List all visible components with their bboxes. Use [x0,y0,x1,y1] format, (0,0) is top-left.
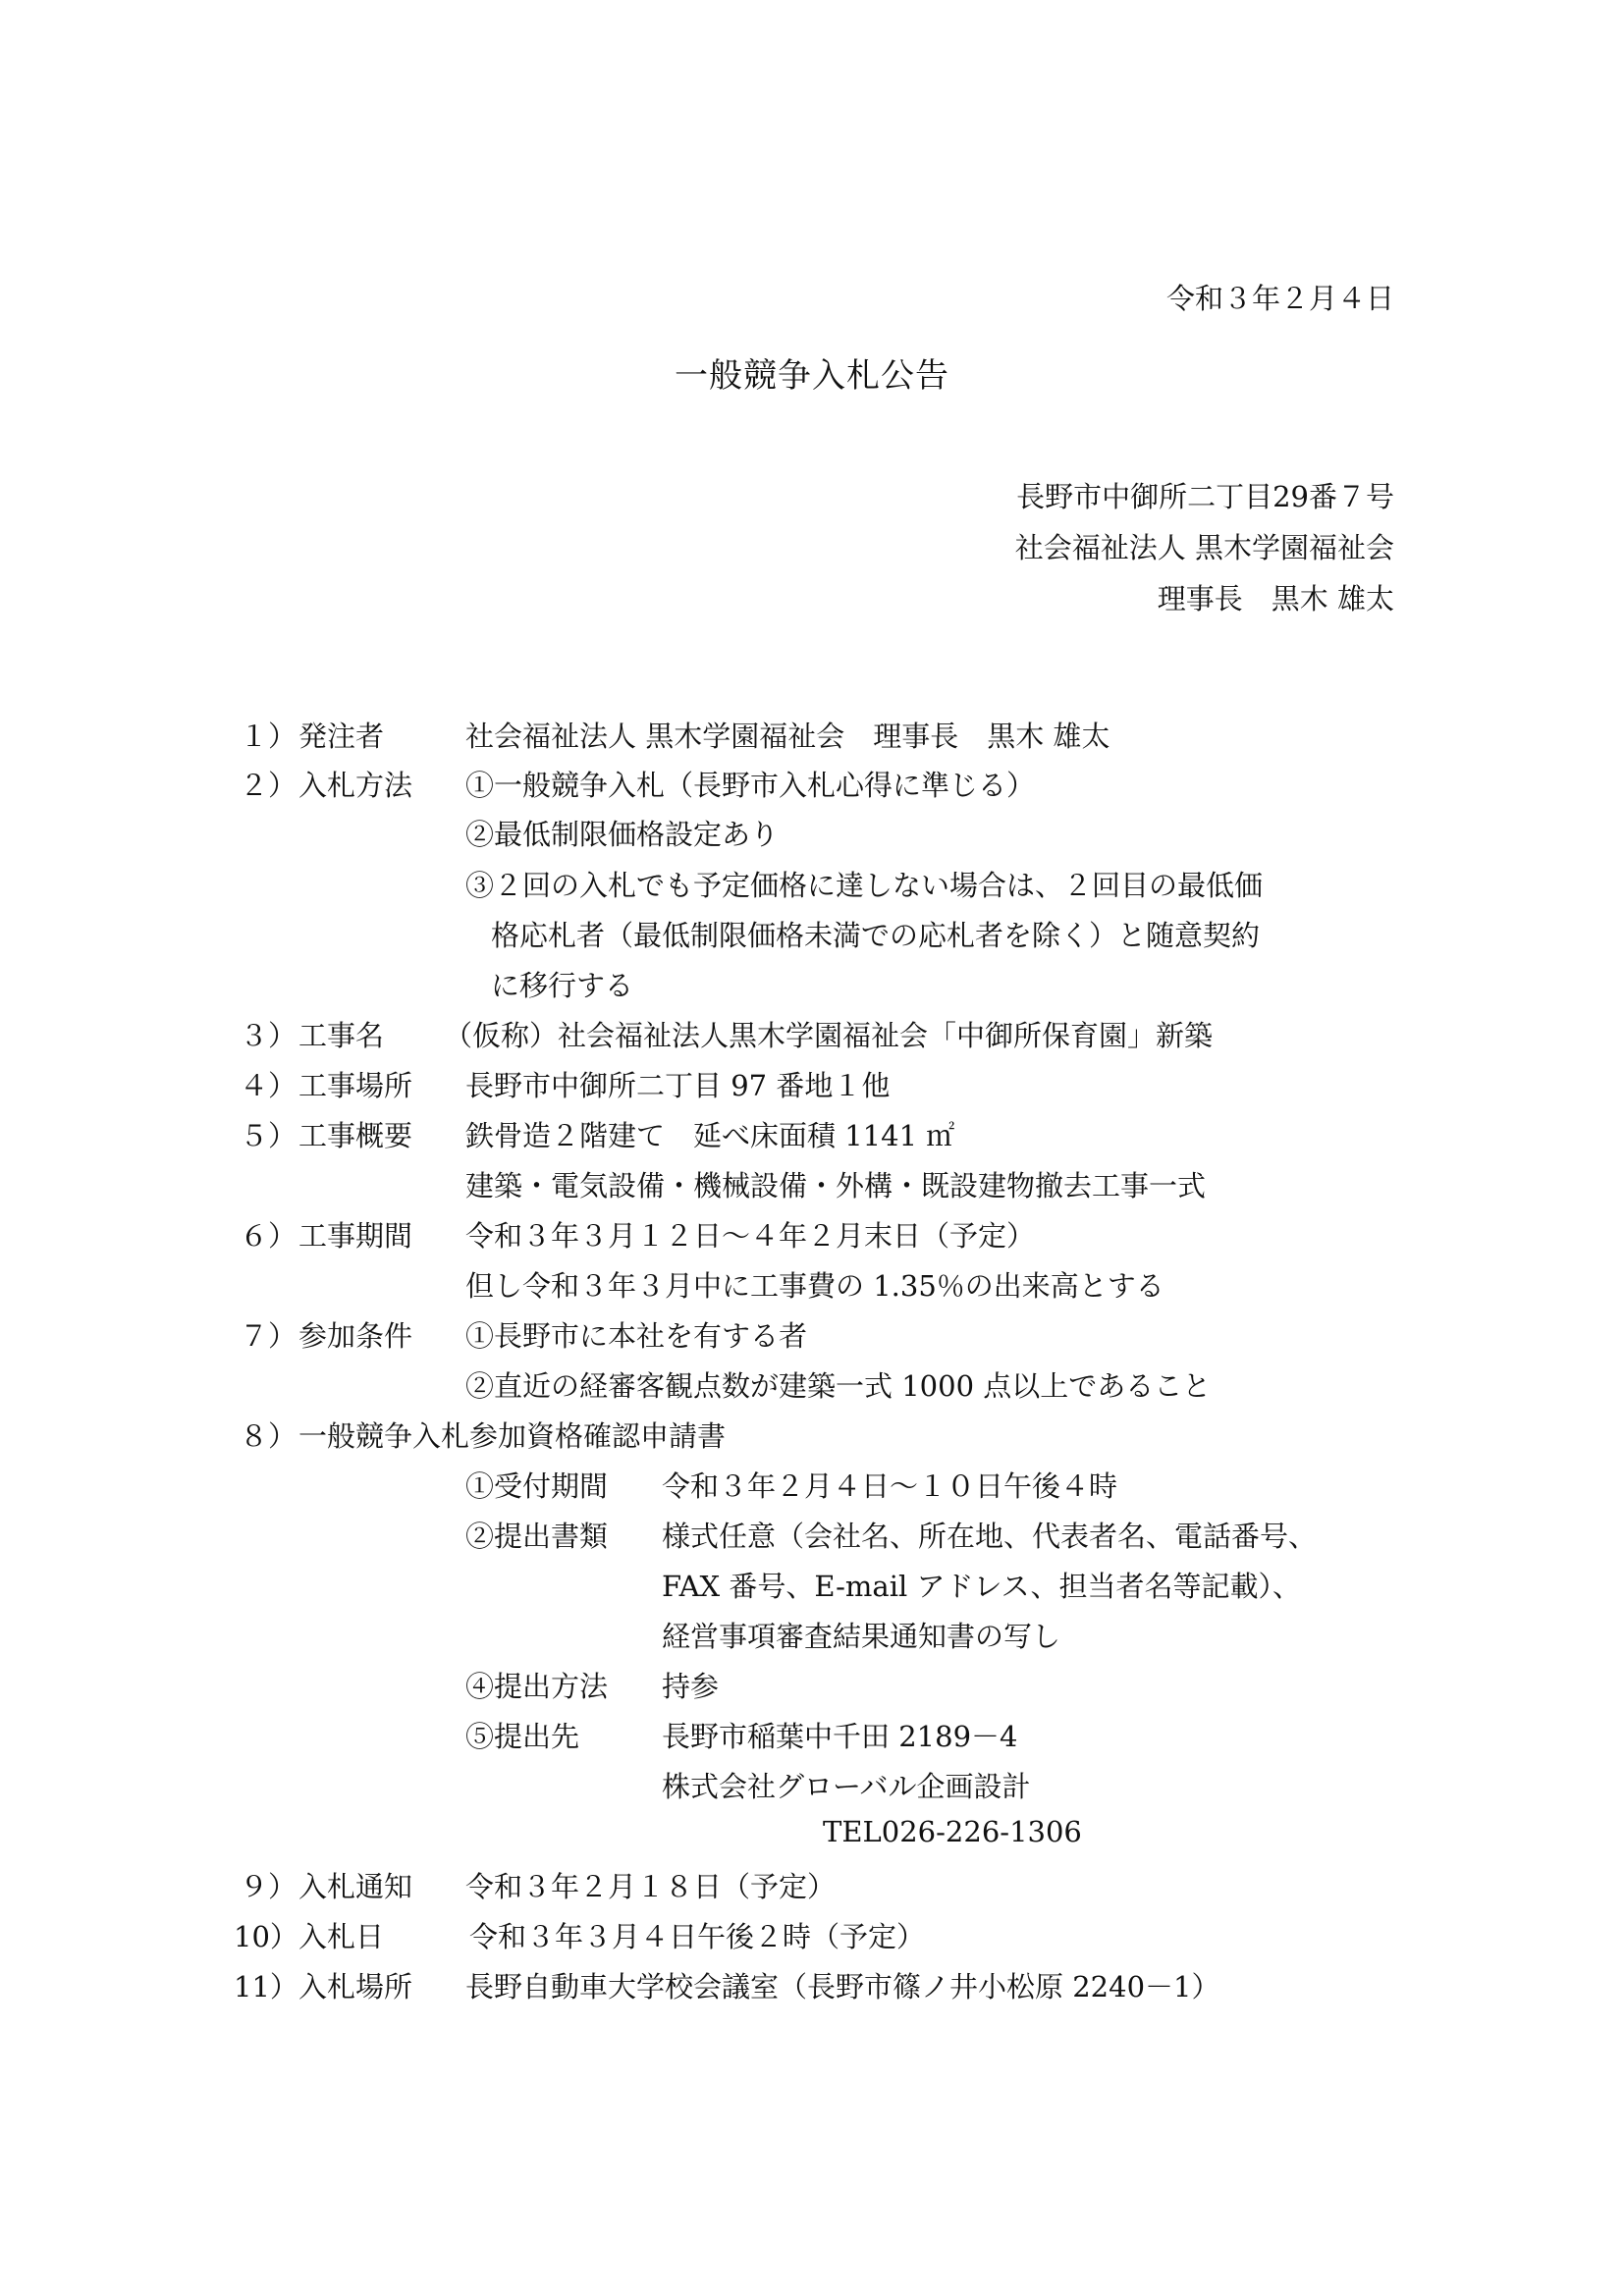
item-text: 令和３年２月１８日（予定） [465,1870,837,1903]
item-number: ９） [239,1870,297,1903]
item-text: ①長野市に本社を有する者 [465,1319,808,1353]
sub-label: ①受付期間 [465,1469,609,1503]
sub-text: 持参 [662,1670,720,1703]
item-label: 入札日 [298,1920,385,1953]
item-number: ２） [239,769,297,802]
item-text: 令和３年３月４日午後２時（予定） [469,1920,926,1953]
item-label: 入札方法 [298,769,413,802]
document-date: 令和３年２月４日 [1165,282,1394,315]
item-text: に移行する [491,969,634,1002]
item-text: （仮称）社会福祉法人黒木学園福祉会「中御所保育園」新築 [444,1019,1214,1052]
item-number: １） [239,720,297,753]
item-label: 参加条件 [298,1319,413,1353]
item-text: ②最低制限価格設定あり [465,818,780,851]
item-text: 鉄骨造２階建て 延べ床面積 1141 ㎡ [465,1119,955,1152]
page-title: 一般競争入札公告 [675,356,949,396]
sub-label: ⑤提出先 [465,1720,580,1753]
sub-text: 長野市稲葉中千田 2189－4 [662,1720,1018,1753]
item-number: ４） [239,1069,297,1102]
item-label: 発注者 [298,720,385,753]
item-label: 工事概要 [298,1119,413,1152]
item-number: ７） [239,1319,297,1353]
item-text: ③２回の入札でも予定価格に達しない場合は、２回目の最低価 [465,869,1264,902]
phone-number: TEL026-226-1306 [823,1815,1082,1848]
item-text: 社会福祉法人 黒木学園福祉会 理事長 黒木 雄太 [465,720,1110,753]
item-text: ①一般競争入札（長野市入札心得に準じる） [465,769,1036,802]
item-number: ５） [239,1119,297,1152]
item-label: 一般競争入札参加資格確認申請書 [298,1419,727,1453]
sub-text: 様式任意（会社名、所在地、代表者名、電話番号、 [662,1520,1318,1553]
issuer-representative: 理事長 黒木 雄太 [1157,582,1394,615]
item-text: 格応札者（最低制限価格未満での応札者を除く）と随意契約 [491,919,1261,952]
sub-text: FAX 番号、E-mail アドレス、担当者名等記載）、 [662,1570,1301,1603]
issuer-block [1015,471,1394,624]
issuer-address: 長野市中御所二丁目29番７号 [1016,480,1394,513]
item-text: 長野市中御所二丁目 97 番地１他 [465,1069,891,1102]
sub-label: ②提出書類 [465,1520,609,1553]
item-label: 入札場所 [298,1970,413,2003]
item-text: 令和３年３月１２日～４年２月末日（予定） [465,1219,1036,1253]
item-number: 10） [234,1920,298,1953]
item-number: ８） [239,1419,297,1453]
item-number: ３） [239,1019,297,1052]
issuer-organization: 社会福祉法人 黒木学園福祉会 [1014,531,1394,564]
sub-text: 株式会社グローバル企画設計 [662,1770,1031,1803]
sub-label: ④提出方法 [465,1670,609,1703]
item-label: 入札通知 [298,1870,413,1903]
item-number: 11） [234,1970,298,2003]
item-label: 工事期間 [298,1219,413,1253]
item-label: 工事場所 [298,1069,413,1102]
item-number: ６） [239,1219,297,1253]
item-text: ②直近の経審客観点数が建築一式 1000 点以上であること [465,1369,1212,1403]
item-text: 建築・電気設備・機械設備・外構・既設建物撤去工事一式 [465,1169,1207,1202]
sub-text: 令和３年２月４日～１０日午後４時 [662,1469,1118,1503]
sub-text: 経営事項審査結果通知書の写し [662,1620,1061,1653]
item-text: 但し令和３年３月中に工事費の 1.35％の出来高とする [465,1269,1164,1303]
item-text: 長野自動車大学校会議室（長野市篠ノ井小松原 2240－1） [465,1970,1220,2003]
item-label: 工事名 [298,1019,385,1052]
